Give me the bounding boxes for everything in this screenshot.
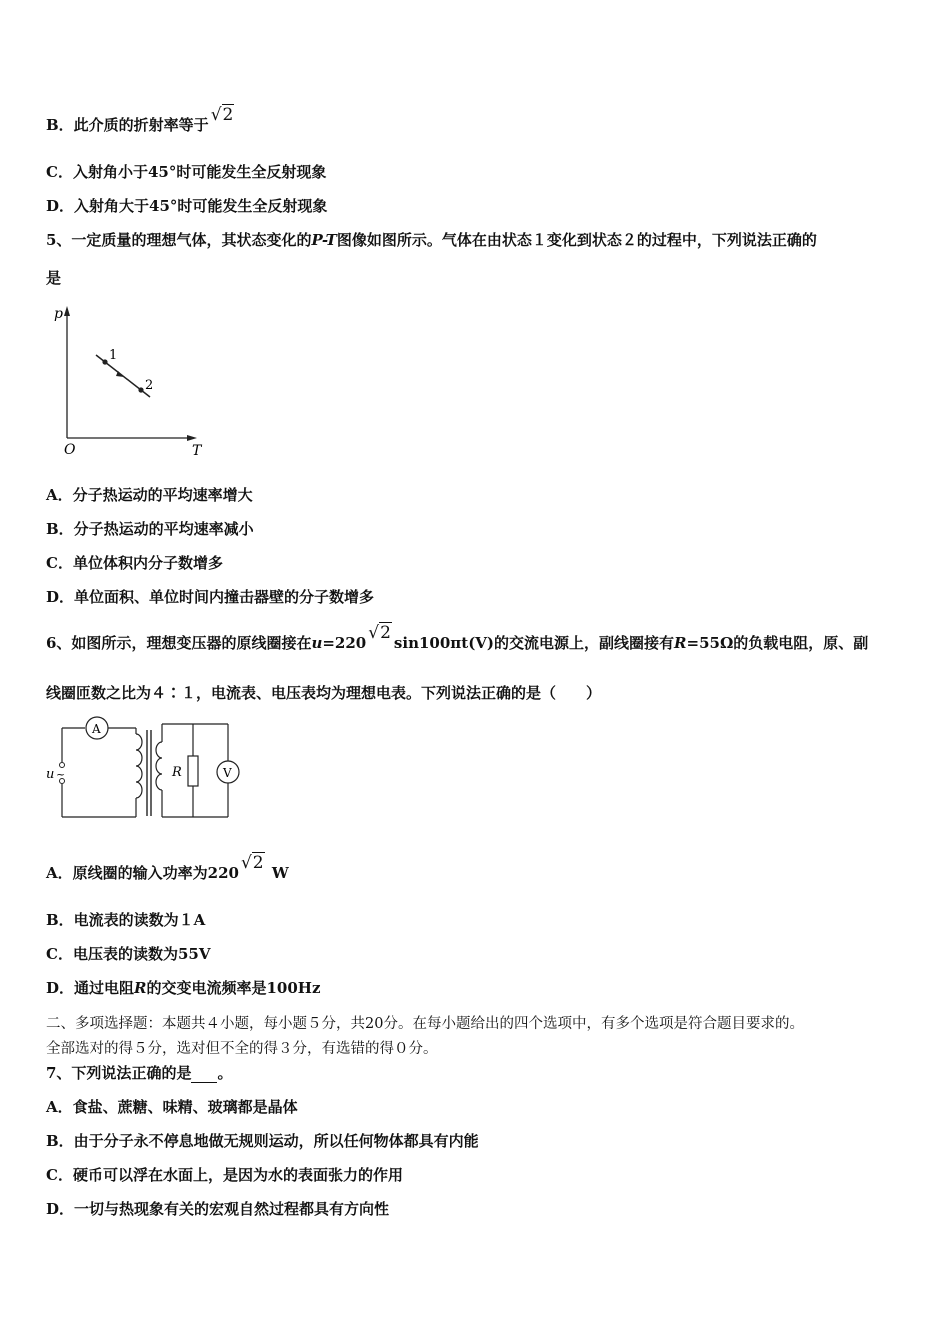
resistor-label: R [172,765,182,780]
state-2-point [138,387,143,392]
q4-option-d: D．入射角大于45°时可能发生全反射现象 [46,197,328,215]
q4-option-c: C．入射角小于45°时可能发生全反射现象 [46,163,327,181]
q6-stem-line-1: 6、如图所示，理想变压器的原线圈接在u=220 √2 sin100πt(V)的交流电源上，副线圈接有R=55Ω的负载电阻，原、副 [46,623,869,652]
q5-option-a: A．分子热运动的平均速率增大 [46,486,253,504]
q6-option-c: C．电压表的读数为55V [46,945,211,963]
q7-option-d: D．一切与热现象有关的宏观自然过程都具有方向性 [46,1200,390,1218]
q6-option-d: D．通过电阻R的交变电流频率是100Hz [46,979,321,997]
q5-stem-line-2: 是 [46,269,62,287]
state-1-label: 1 [109,348,118,363]
ammeter-label: A [92,722,101,736]
q6-option-b: B．电流表的读数为１A [46,911,206,929]
state-2-label: 2 [145,378,154,393]
q6-option-a: A．原线圈的输入功率为220 √2 W [46,853,289,882]
q5-pt-graph [46,300,216,465]
q7-option-b: B．由于分子永不停息地做无规则运动，所以任何物体都具有内能 [46,1132,479,1150]
q7-stem: 7、下列说法正确的是 。 [46,1064,233,1082]
q6-transformer-circuit [40,712,250,824]
origin-label: O [64,442,76,458]
sqrt-symbol: √2 [240,853,264,873]
q6-stem-line-2: 线圈匝数之比为４∶１，电流表、电压表均为理想电表。下列说法正确的是（ ） [46,684,602,702]
q7-option-c: C．硬币可以浮在水面上，是因为水的表面张力的作用 [46,1166,403,1184]
section2-instructions-line-2: 全部选对的得５分，选对但不全的得３分，有选错的得０分。 [46,1041,438,1057]
voltmeter-label: V [223,766,232,780]
q4-option-b: B．此介质的折射率等于 √2 [46,105,234,134]
sqrt-symbol: √2 [368,623,391,643]
source-label: u [46,767,55,782]
resistor [188,756,198,786]
t-axis-label: T [192,443,202,459]
q5-option-c: C．单位体积内分子数增多 [46,554,223,572]
ac-symbol: ~ [56,768,66,781]
section2-instructions-line-1: 二、多项选择题：本题共４小题，每小题５分，共20分。在每小题给出的四个选项中，有多个选项是符合题目要求的。 [46,1016,804,1032]
sqrt-symbol: √2 [210,105,234,125]
q7-option-a: A．食盐、蔗糖、味精、玻璃都是晶体 [46,1098,298,1116]
state-1-point [102,359,107,364]
q5-stem-line-1: 5、一定质量的理想气体，其状态变化的P-T图像如图所示。气体在由状态１变化到状态２的过程中，下列说法正确的 [46,231,817,249]
answer-blank [191,1068,217,1083]
q5-option-b: B．分子热运动的平均速率减小 [46,520,254,538]
q5-option-d: D．单位面积、单位时间内撞击器壁的分子数增多 [46,588,375,606]
p-axis-label: p [54,306,63,322]
